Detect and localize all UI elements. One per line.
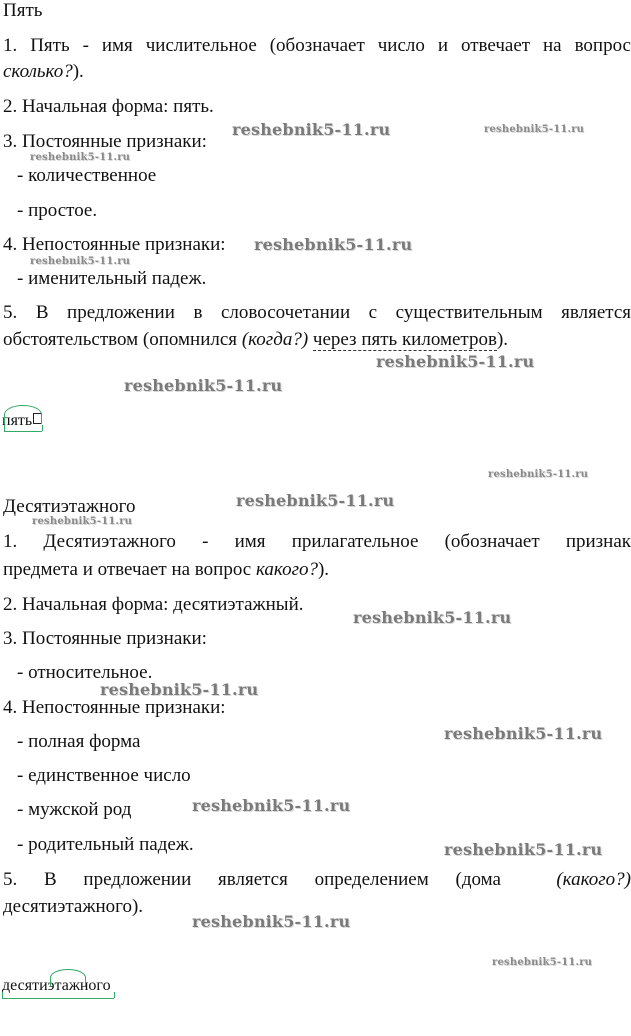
watermark-text: reshebnik5-11.ru (236, 491, 395, 510)
watermark-text: reshebnik5-11.ru (353, 608, 512, 627)
word2-p1-line2: предмета и отвечает на вопрос какого?). (3, 559, 330, 580)
watermark-text: reshebnik5-11.ru (376, 352, 535, 371)
word1-heading: Пять (3, 0, 43, 21)
word1-p2: 2. Начальная форма: пять. (3, 96, 214, 117)
word1-p5-line1: 5. В предложении в словосочетании с существительным является (3, 302, 631, 323)
word2-p2: 2. Начальная форма: десятиэтажный. (3, 594, 304, 615)
watermark-text: reshebnik5-11.ru (30, 256, 131, 267)
word1-p3-item-2: - простое. (17, 200, 98, 221)
word2-p1-question: какого? (255, 559, 318, 580)
word2-p4-item-2: - единственное число (17, 765, 191, 786)
word2-p5-question: (какого?) (556, 869, 631, 890)
word1-p3-item-1: - количественное (17, 165, 157, 186)
watermark-text: reshebnik5-11.ru (100, 680, 259, 699)
word1-p3: 3. Постоянные признаки: (3, 131, 207, 152)
word2-p3: 3. Постоянные признаки: (3, 628, 207, 649)
word1-p5-underlined-phrase: через пять километров (312, 329, 497, 350)
watermark-text: reshebnik5-11.ru (488, 469, 589, 480)
watermark-text: reshebnik5-11.ru (192, 796, 351, 815)
word2-heading: Десятиэтажного (3, 496, 136, 517)
word1-p1-line1: 1. Пять - имя числительное (обозначает число и отвечает на вопрос (3, 35, 631, 56)
word1-parse-word: пять (2, 412, 33, 429)
word1-p1-line2 (3, 61, 84, 83)
word2-p4-item-4: - родительный падеж. (17, 834, 194, 855)
word2-parse-word: десятиэтажного (2, 977, 111, 994)
watermark-text: reshebnik5-11.ru (124, 376, 283, 395)
word2-p3-item-1: - относительное. (17, 662, 153, 683)
word1-p1-end: ). (72, 61, 84, 82)
word2-p5-line2: десятиэтажного). (3, 896, 144, 917)
watermark-text: reshebnik5-11.ru (492, 957, 593, 968)
word1-stem-right-tick (42, 425, 43, 431)
word1-stem-left-tick (4, 425, 5, 431)
word1-p5-line2: обстоятельством (опомнился (когда?) через пять километров). (3, 329, 509, 350)
watermark-text: reshebnik5-11.ru (32, 516, 133, 527)
word2-p4-item-1: - полная форма (17, 731, 141, 752)
watermark-text: reshebnik5-11.ru (444, 724, 603, 743)
word2-root-arc-icon (50, 969, 86, 986)
watermark-text: reshebnik5-11.ru (444, 840, 603, 859)
watermark-text: reshebnik5-11.ru (232, 120, 391, 139)
word2-p4-item-3: - мужской род (17, 799, 132, 820)
word2-stem-right-tick (114, 992, 115, 998)
watermark-text: reshebnik5-11.ru (254, 235, 413, 254)
word2-stem-underline (2, 998, 114, 999)
word2-p1-line1: 1. Десятиэтажного - имя прилагательное (обозначает признак (3, 531, 631, 552)
word2-p4: 4. Непостоянные признаки: (3, 697, 226, 718)
watermark-text: reshebnik5-11.ru (192, 912, 351, 931)
word1-p5-text: обстоятельством (опомнился (3, 329, 242, 350)
word2-p5-line1: 5. В предложении является определением (дома (какого?) (3, 869, 631, 890)
word1-root-arc-icon (4, 405, 42, 424)
watermark-text: reshebnik5-11.ru (30, 152, 131, 163)
word1-p4-item-1: - именительный падеж. (17, 268, 207, 289)
watermark-text: reshebnik5-11.ru (484, 124, 585, 135)
word1-p1-question: сколько? (3, 61, 73, 82)
word1-stem-underline (4, 431, 42, 432)
word2-stem-left-tick (2, 992, 3, 998)
word1-p5-question: (когда?) (241, 329, 309, 350)
word1-p4: 4. Непостоянные признаки: (3, 234, 226, 255)
